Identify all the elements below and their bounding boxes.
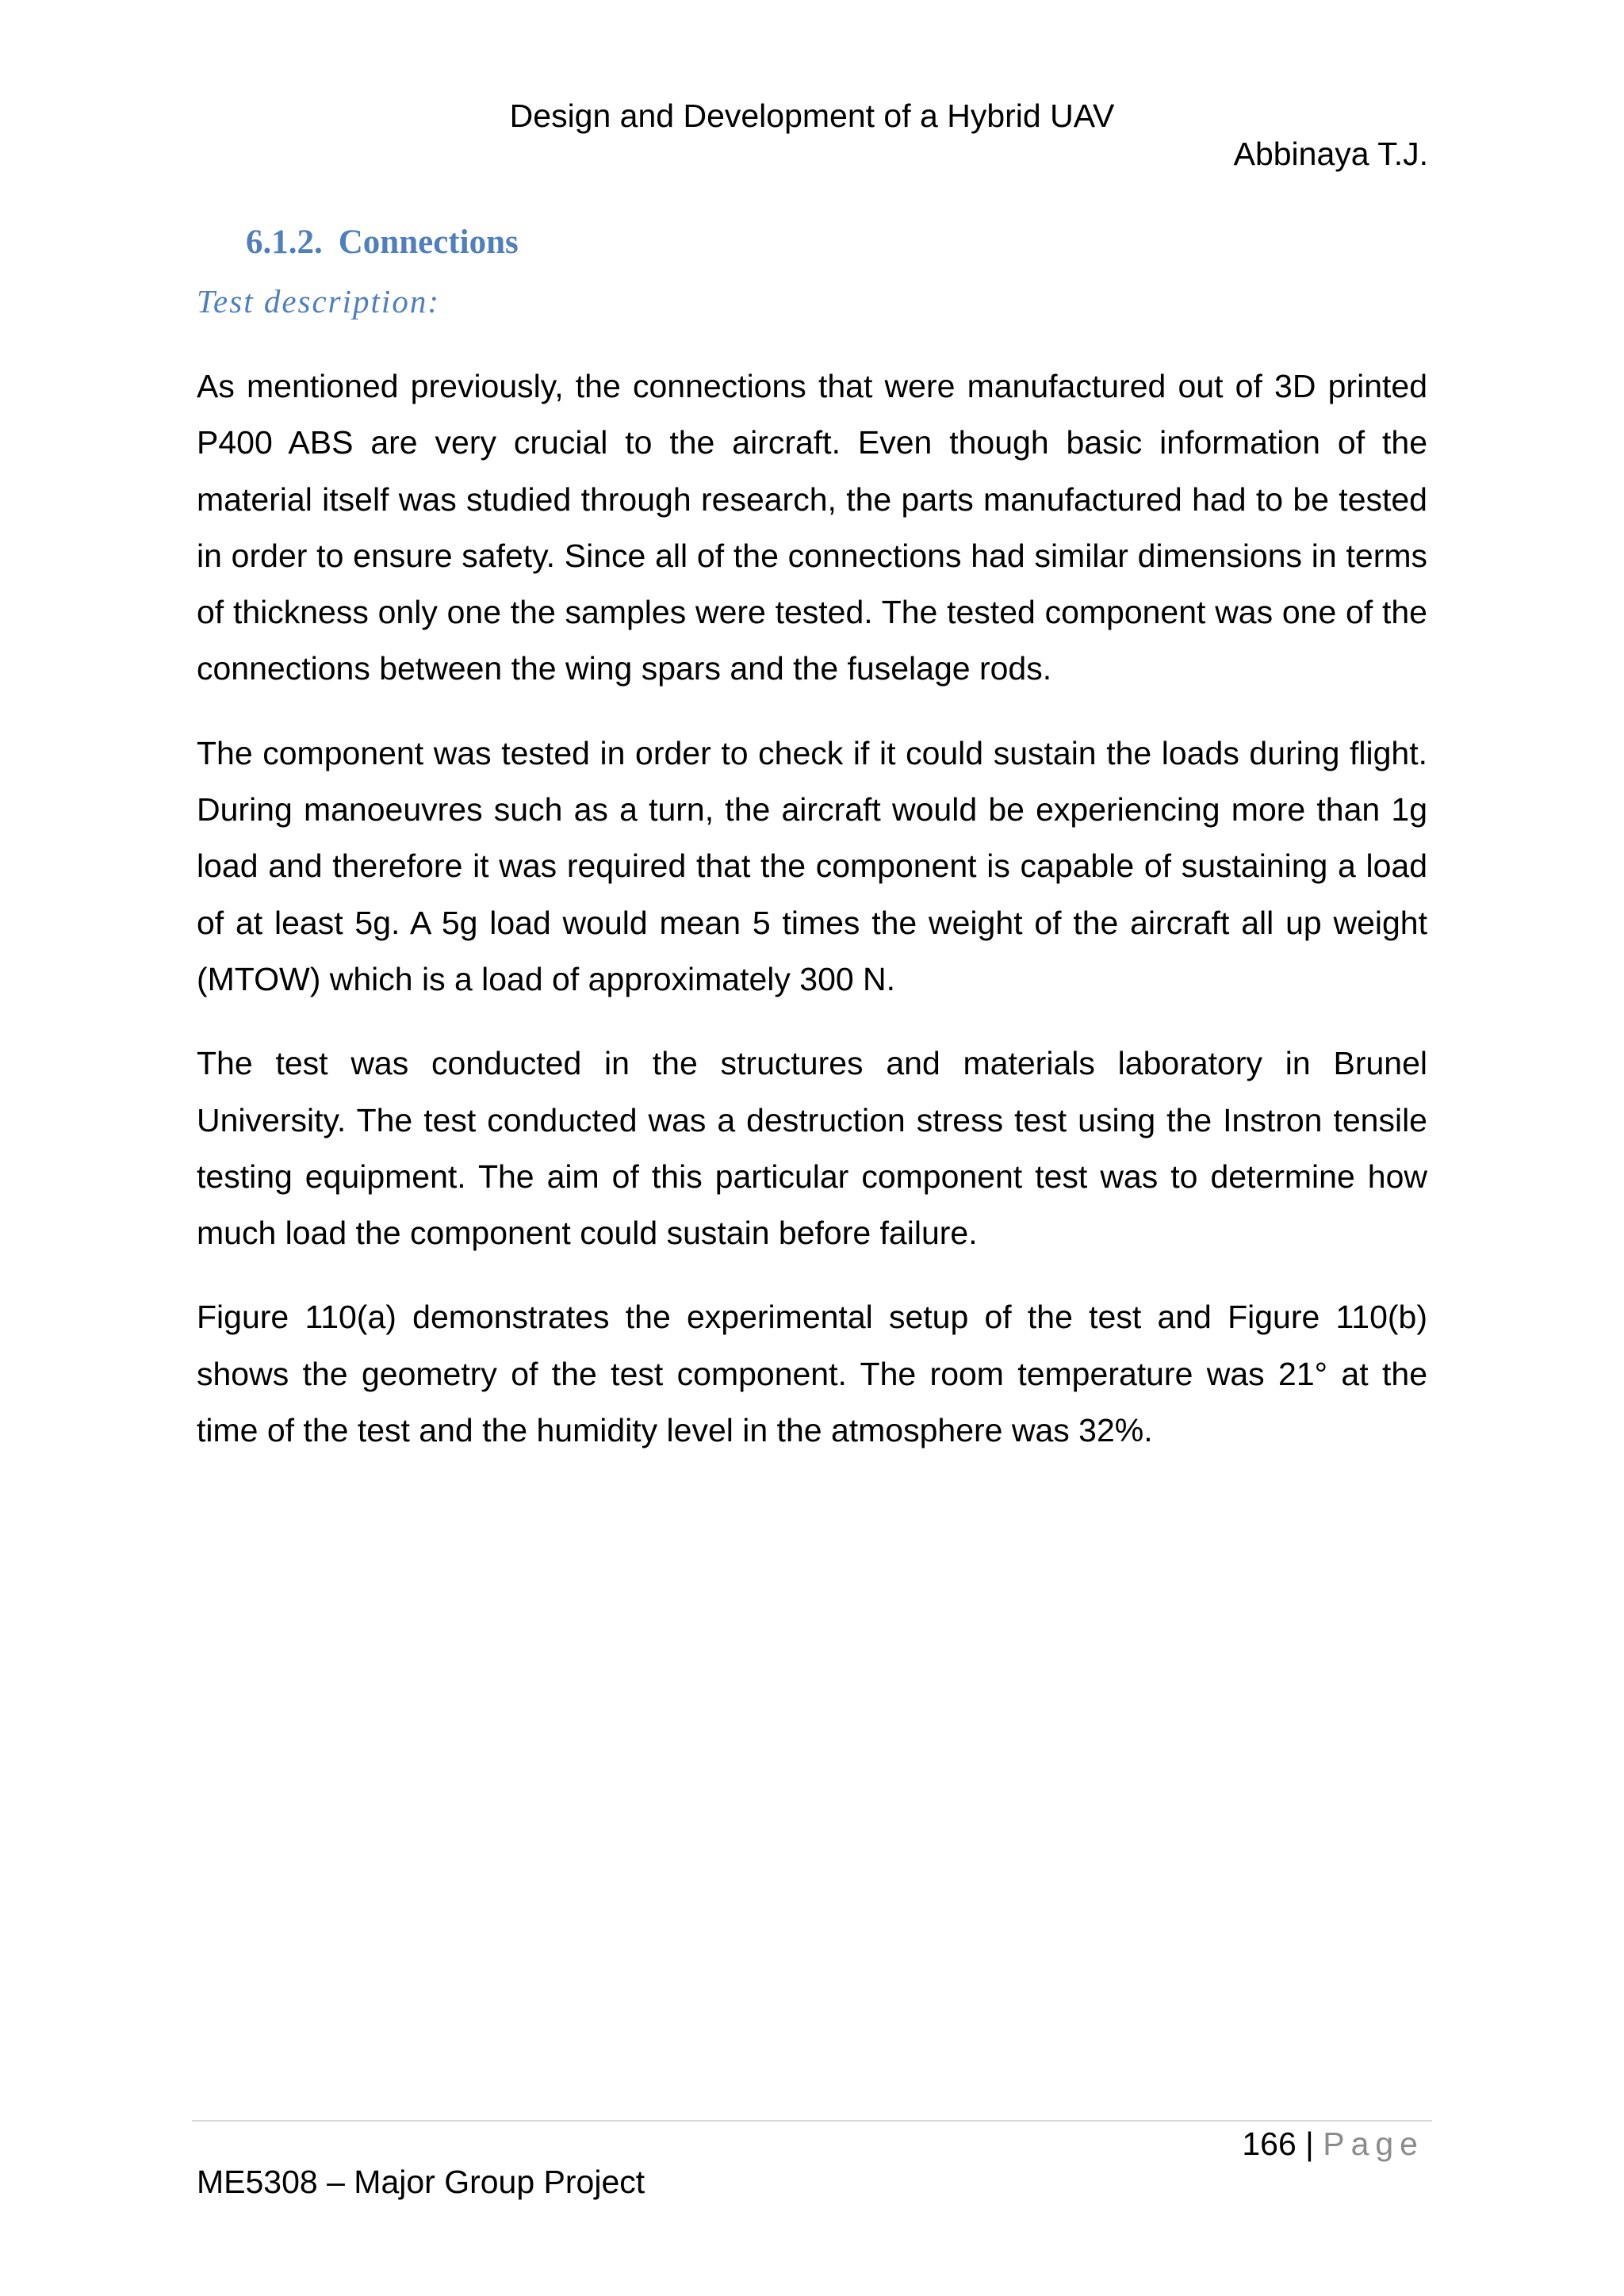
running-header-title: Design and Development of a Hybrid UAV xyxy=(509,98,1115,134)
page-number xyxy=(1242,2122,1424,2166)
paragraph: As mentioned previously, the connections that were manufactured out of 3D printed P400 ABS are very crucial to the aircraft. Even though basic information of the material itself was studied through research, the parts manufactured had to be tested in order to ensure safety. Since all of the connections had similar dimensions in terms of thickness only one the samples were tested. The tested component was one of the connections between the wing spars and the fuselage rods. xyxy=(197,368,1427,687)
page-number-separator: | xyxy=(1305,2126,1314,2162)
page-word: Page xyxy=(1323,2126,1424,2162)
section-number: 6.1.2. xyxy=(246,224,323,261)
body-text xyxy=(197,358,1427,1487)
running-header-author: Abbinaya T.J. xyxy=(1233,136,1428,172)
section-heading xyxy=(246,220,519,265)
paragraph: Figure 110(a) demonstrates the experimental setup of the test and Figure 110(b) shows the geometry of the test component. The room temperature was 21° at the time of the test and the humidity level in the atmosphere was 32%. xyxy=(197,1299,1427,1449)
footer-course-label: ME5308 – Major Group Project xyxy=(197,2164,645,2200)
paragraph: The test was conducted in the structures and materials laboratory in Brunel University. The test conducted was a destruction stress test using the Instron tensile testing equipment. The aim of this particular component test was to determine how much load the component could sustain before failure. xyxy=(197,1045,1427,1252)
test-description-subheading: Test description: xyxy=(197,283,440,320)
paragraph: The component was tested in order to check if it could sustain the loads during flight. During manoeuvres such as a turn, the aircraft would be experiencing more than 1g load and therefore it was required that the component is capable of sustaining a load of at least 5g. A 5g load would mean 5 times the weight of the aircraft all up weight (MTOW) which is a load of approximately 300 N. xyxy=(197,734,1427,997)
page-number-value: 166 xyxy=(1242,2126,1297,2162)
section-title: Connections xyxy=(338,224,519,261)
